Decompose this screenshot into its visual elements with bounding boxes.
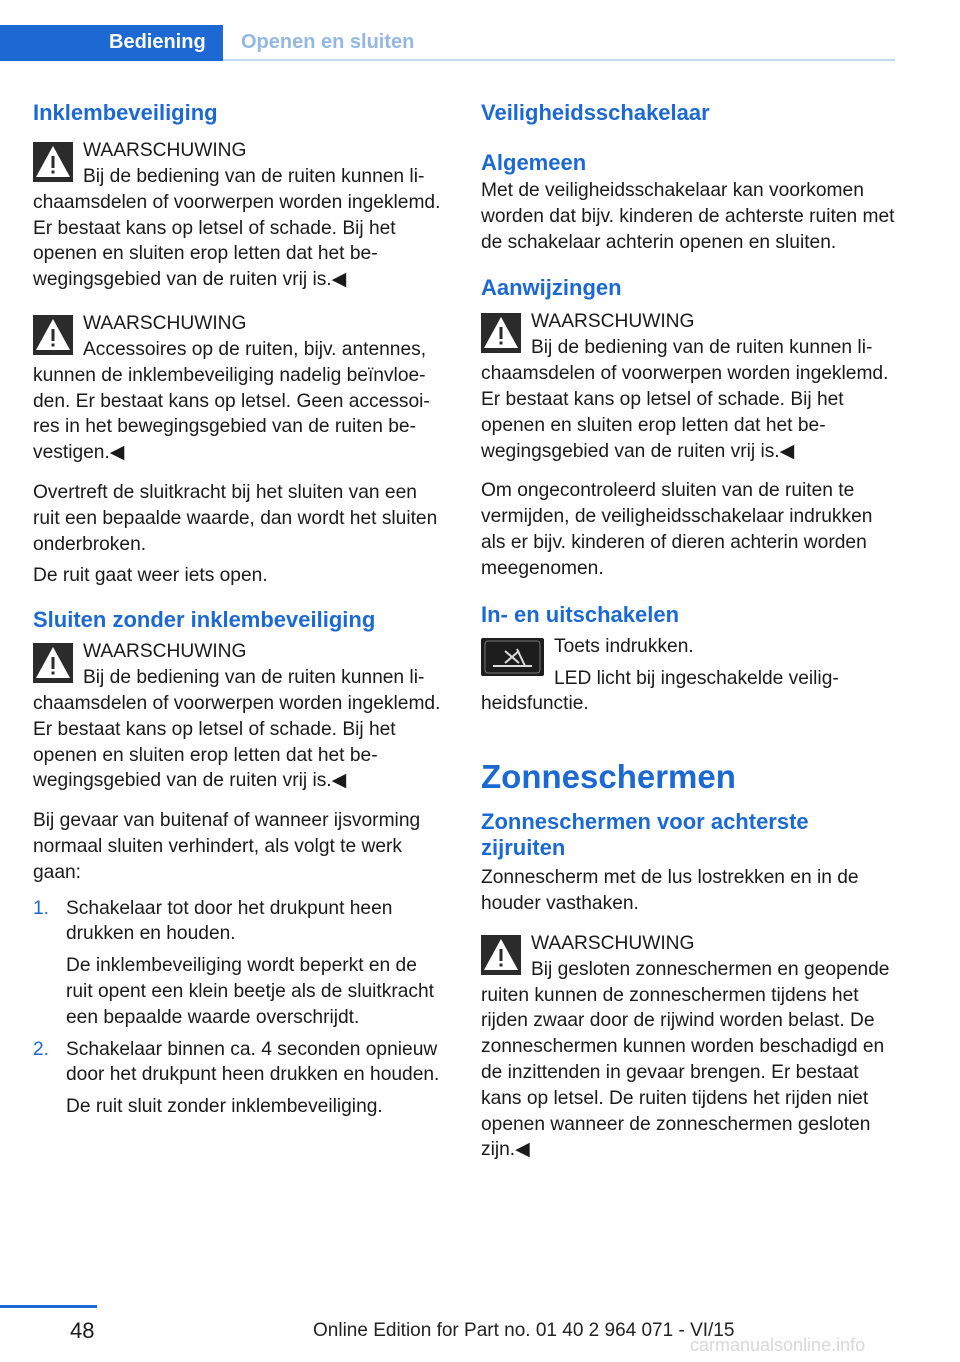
- warning-text: Bij de bediening van de ruiten kunnen lichaamsdelen of voorwerpen worden ingeklemd. Er bestaat kans op letsel of schade. Bij het openen en sluiten erop letten dat het bewegingsgebied van de ruiten vrij is.◀: [33, 667, 441, 792]
- warning-icon: [33, 142, 73, 182]
- left-column: [33, 98, 443, 1120]
- heading-algemeen: Algemeen: [481, 150, 587, 175]
- warning-icon: [33, 643, 73, 683]
- heading-zonneschermen-achterste: Zonneschermen voor achterste zijruiten: [481, 809, 809, 861]
- button-instruction: [481, 634, 896, 718]
- tab-openen-en-sluiten[interactable]: Openen en sluiten: [241, 31, 415, 53]
- paragraph: Met de veiligheidsschakelaar kan voorkomen worden dat bijv. kinderen de achterste ruiten met de schakelaar achterin openen en sluiten.: [481, 180, 895, 253]
- warning-text: Accessoires op de ruiten, bijv. antennes, kunnen de inklembeveiliging nadelig beïnvloeden. Er bestaat kans op letsel. Geen accessoires in het bewegingsgebied van de ruiten bevestigen.◀: [33, 338, 430, 464]
- tab-bediening[interactable]: [0, 25, 223, 61]
- list-item: [33, 896, 443, 1031]
- warning-block: [481, 931, 896, 1163]
- safety-switch-button-icon: [481, 638, 544, 676]
- warning-icon: [481, 313, 521, 353]
- heading-zonneschermen: Zonneschermen: [481, 758, 736, 796]
- warning-title: WAARSCHUWING: [83, 641, 247, 663]
- tab-bediening-label: Bediening: [109, 31, 206, 53]
- heading-inklembeveiliging: Inklembeveiliging: [33, 100, 218, 125]
- warning-block: [33, 138, 443, 293]
- header-rule: [223, 59, 895, 61]
- warning-title: WAARSCHUWING: [531, 932, 695, 954]
- paragraph: Zonnescherm met de lus lostrekken en in de houder vasthaken.: [481, 867, 859, 914]
- warning-text: Bij gesloten zonneschermen en geopende ruiten kunnen de zonneschermen tijdens het rijden zwaar door de rijwind worden belast. De zonneschermen kunnen worden beschadigd en de inzittenden in gevaar brengen. Er bestaat kans op letsel. De ruiten tijdens het rijden niet openen wanneer de zonneschermen gesloten zijn.◀: [481, 958, 890, 1161]
- paragraph: Om ongecontroleerd sluiten van de ruiten te vermijden, de veiligheidsschakelaar indrukken als er bijv. kinderen of dieren achterin worden meegenomen.: [481, 480, 873, 579]
- paragraph: Bij gevaar van buitenaf of wanneer ijsvorming normaal sluiten verhindert, als volgt te werk gaan:: [33, 810, 421, 883]
- step-subtext: De ruit sluit zonder inklembeveiliging.: [66, 1096, 383, 1118]
- paragraph: De ruit gaat weer iets open.: [33, 565, 268, 587]
- warning-block: [33, 639, 443, 794]
- right-column: [481, 98, 896, 1163]
- warning-text: Bij de bediening van de ruiten kunnen lichaamsdelen of voorwerpen worden ingeklemd. Er bestaat kans op letsel of schade. Bij het openen en sluiten erop letten dat het bewegingsgebied van de ruiten vrij is.◀: [481, 337, 889, 462]
- warning-icon: [481, 935, 521, 975]
- heading-veiligheidsschakelaar: Veiligheidsschakelaar: [481, 100, 710, 125]
- warning-block: [481, 309, 896, 464]
- heading-aanwijzingen: Aanwijzingen: [481, 275, 622, 301]
- warning-block: [33, 311, 443, 466]
- step-number: 1.: [33, 897, 50, 919]
- warning-text: Bij de bediening van de ruiten kunnen lichaamsdelen of voorwerpen worden ingeklemd. Er bestaat kans op letsel of schade. Bij het openen en sluiten erop letten dat het bewegingsgebied van de ruiten vrij is.◀: [33, 166, 441, 291]
- step-text: Schakelaar binnen ca. 4 seconden opnieuw door het drukpunt heen drukken en houden.: [66, 1038, 440, 1086]
- watermark: carmanualsonline.info: [690, 1335, 866, 1355]
- warning-title: WAARSCHUWING: [83, 140, 247, 161]
- step-subtext: De inklembeveiliging wordt beperkt en de ruit opent een klein beetje als de sluitkracht een bepaalde waarde overschrijdt.: [66, 955, 434, 1028]
- page-number: 48: [70, 1318, 95, 1343]
- heading-sluiten-zonder: Sluiten zonder inklembeveiliging: [33, 607, 376, 633]
- list-item: [33, 1037, 443, 1120]
- warning-title: WAARSCHUWING: [531, 311, 695, 333]
- warning-title: WAARSCHUWING: [83, 312, 247, 334]
- footer-rule: [0, 1305, 97, 1308]
- edition-note: Online Edition for Part no. 01 40 2 964 071 - VI/15: [313, 1320, 735, 1341]
- steps-list: [33, 896, 443, 1120]
- paragraph: Overtreft de sluitkracht bij het sluiten van een ruit een bepaalde waarde, dan wordt het sluiten onderbroken.: [33, 481, 438, 555]
- warning-icon: [33, 315, 73, 355]
- heading-in-uitschakelen: In- en uitschakelen: [481, 601, 680, 627]
- step-text: Schakelaar tot door het drukpunt heen drukken en houden.: [66, 897, 393, 945]
- step-number: 2.: [33, 1038, 50, 1060]
- button-step-text: LED licht bij ingeschakelde veiligheidsfunctie.: [481, 667, 839, 715]
- button-step-text: Toets indrukken.: [554, 635, 694, 657]
